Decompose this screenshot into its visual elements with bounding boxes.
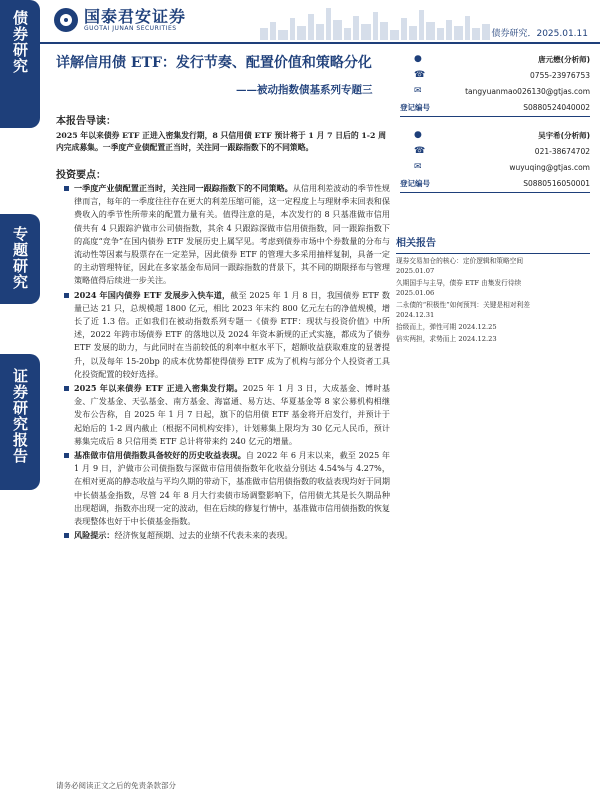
point-item [56,289,390,381]
point-body: 经济恢复超预期、过去的业绩不代表未来的表现。 [114,530,293,541]
point-body: 自 2022 年 6 月末以来，截至 2025 年 1 月 9 日，沪做市公司债指数与深做市信用债指数年化收益分别达 4.54%与 4.27%，在相对更高的静态收益与平均久期的带动下，基准做市信用债指数的收益表现均好于同期中长债基金指数，尽管 24 年 8 月大行卖债市场调整影响下，信用债尤其是长久期品种出现超调，指数亦出现一定的波动，但在后续的修复行情中，基准做市信用债指数的恢复表现整体也好于中长债基金指数。 [74,450,390,527]
disclaimer-footer: 请务必阅读正文之后的免责条款部分 [56,781,176,790]
report-title: 详解信用债 ETF：发行节奏、配置价值和策略分化 [56,55,372,71]
page-header [40,0,600,44]
point-lead: 基准做市信用债指数具备较好的历史收益表现。 [74,450,246,461]
person-icon: ● [414,54,422,64]
analyst-phone: 021-38674702 [534,146,590,156]
analyst-email-row[interactable] [400,160,590,174]
point-body: 2025 年 1 月 3 日，大成基金、博时基金、广发基金、天弘基金、南方基金、海富通、易方达、华夏基金等 8 家公募机构相继发布公告称，自 2025 年 1 月 7 日起，旗下的信用债 ETF 基金将开启发行，并预计于起始后的 1-2 周内截止（根据不同机构安排），计划募集上限均为 30 亿元人民币，预计募集完成后 8 只信用类 ETF 总计将带来约 240 亿元的增量。 [74,383,391,446]
point-lead: 风险提示： [74,530,115,541]
related-report-link[interactable] [396,334,590,344]
related-report-date: 2025.01.06 [396,289,435,297]
company-logo [54,8,186,32]
category-date: 债券研究．2025.01.11 [491,29,588,39]
point-item [56,382,390,448]
bullet-icon [64,453,69,458]
bullet-icon [64,186,69,191]
analyst-name: 吴宇希(分析师) [538,130,590,140]
analyst-name: 唐元懋(分析师) [538,54,590,64]
point-body: 截至 2025 年 1 月 8 日，我国债券 ETF 数量已达 21 只，总规模超 1800 亿元，相比 2023 年末约 800 亿元左右的净值规模，增长了近 1.3 倍。正如我们在被动指数系列专题一《债券 ETF：现状与投资价值》中所述，2022 年跨市场债券 ETF 的落地以及 2024 年资本新规的正式实施，都成为了债券 ETF 发展的助力，与此同时在当前较低的利率中枢水平下，超额收益获取难度的显著提升，以及每年 15-20bp 的成本优势都使得债券 ETF 成为了机构与部分个人投资者工具化投资配置的较好选择。 [74,289,391,379]
point-body: 从信用利差波动的季节性规律而言，每年的一季度往往存在更大的利差压缩可能，这一定程度上与理财季末回表和保费收入的季节性所带来的配置力量有关。值得注意的是，本次发行的 8 只基准做市信用债共有 4 只跟踪沪做市公司债指数，其余 4 只跟踪深做市信用债指数，同一跟踪指数下的高度“竞争”在国内债券 ETF 发展历史上属罕见。考虑到债券市场中个券数量的分布与流动性等因素与股票存在一定差异，因此债券 ETF 的管理大多采用抽样复制，具备一定的主动管理特征，因此在多家基金布局同一跟踪指数的背景下，其不同的期限择布与管理策略值得后续进一步关注。 [74,183,390,286]
reg-label: 登记编号 [400,178,430,188]
related-report-link[interactable] [396,322,590,332]
analyst-reg-row [400,176,590,190]
point-item [56,182,390,288]
strip-block-bond [0,0,40,128]
email-icon: ✉ [414,86,422,96]
analyst-reg-no: S0880524040002 [523,102,590,112]
logo-cn-text: 国泰君安证券 [84,7,187,26]
point-item [56,529,390,542]
analyst-phone-row [400,68,590,82]
person-icon: ● [414,130,422,140]
bullet-icon [64,386,69,391]
bullet-icon [64,533,69,538]
related-report-date: 2024.12.23 [458,335,497,343]
point-item [56,449,390,528]
strip-block-topic [0,214,40,304]
strip-block-report [0,354,40,490]
logo-en-text: GUOTAI JUNAN SECURITIES [84,25,177,32]
divider [400,116,590,117]
phone-icon: ☎ [414,146,426,156]
related-reports [396,234,590,344]
point-lead: 2025 年以来债券 ETF 正进入密集发行期。 [74,383,243,394]
skyline-decoration-icon [260,4,490,40]
related-report-title[interactable]: 倍实两担，求势而上 [396,335,457,343]
side-strip [0,0,40,800]
reg-label: 登记编号 [400,102,430,112]
analyst-email-row[interactable] [400,84,590,98]
logo-icon [54,8,78,32]
related-report-title[interactable]: 拾级而上，弹性可期 [396,323,457,331]
analyst-phone-row [400,144,590,158]
email-icon: ✉ [414,162,422,172]
analyst-reg-row [400,100,590,114]
guide-heading: 本报告导读： [56,116,116,127]
phone-icon: ☎ [414,70,426,80]
related-report-link[interactable]: 现券交易加仓的核心：定价逻辑和策略空间 [396,257,524,265]
strip-label-topic: 专题研究 [11,226,29,290]
points-heading: 投资要点： [56,170,106,181]
analyst-name-row [400,52,590,66]
bullet-icon [64,293,69,298]
analyst-email[interactable]: tangyuanmao026130@gtjas.com [465,86,590,96]
guide-text: 2025 年以来债券 ETF 正进入密集发行期，8 只信用债 ETF 预计将于 1 月 7 日后的 1-2 周内完成募集。一季度产业债配置正当时，关注同一跟踪指数下的不同策略。 [56,131,386,152]
analyst-email[interactable]: wuyuqing@gtjas.com [509,162,590,172]
related-report-link[interactable]: 二永债的“积极性”如何预判：关键是相对利差 [396,301,530,309]
analyst-phone: 0755-23976753 [530,70,590,80]
related-report-date: 2024.12.31 [396,311,435,319]
point-lead: 2024 年国内债券 ETF 发展步入快车道， [74,289,231,300]
point-lead: 一季度产业债配置正当时，关注同一跟踪指数下的不同策略。 [74,183,293,193]
report-subtitle: ——被动指数债基系列专题三 [236,84,373,96]
related-heading: 相关报告 [396,234,590,254]
related-report-date: 2025.01.07 [396,267,435,275]
related-report-date: 2024.12.25 [458,323,497,331]
strip-label-report: 证券研究报告 [11,368,29,464]
divider [400,192,590,193]
analyst-name-row [400,128,590,142]
strip-label-bond: 债券研究 [11,10,29,74]
related-report-link[interactable]: 久期国手与主导，债券 ETF 由集发行待续 [396,279,522,287]
investment-points [56,182,390,543]
analyst-reg-no: S0880516050001 [523,178,590,188]
